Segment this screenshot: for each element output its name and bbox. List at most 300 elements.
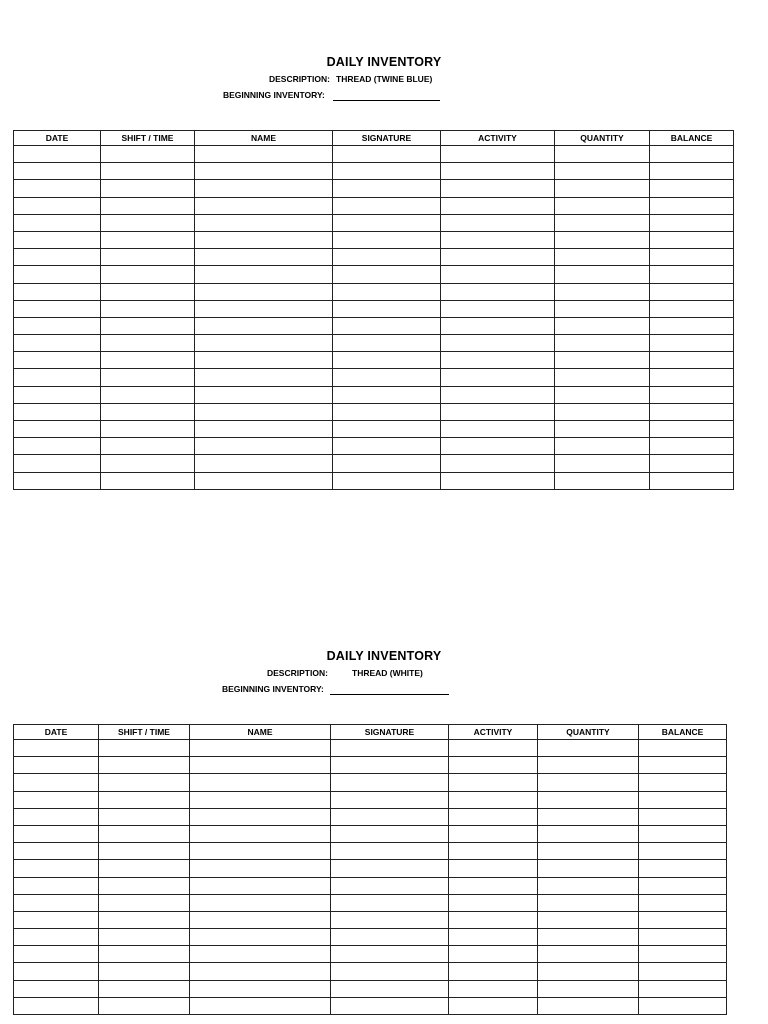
quantity-cell[interactable] xyxy=(555,214,650,231)
quantity-cell[interactable] xyxy=(555,352,650,369)
date-cell[interactable] xyxy=(14,774,99,791)
balance-cell[interactable] xyxy=(650,369,734,386)
balance-cell[interactable] xyxy=(650,317,734,334)
signature-cell[interactable] xyxy=(331,825,449,842)
quantity-cell[interactable] xyxy=(555,231,650,248)
table-row xyxy=(14,266,734,283)
shift-time-cell[interactable] xyxy=(99,740,190,757)
name-cell[interactable] xyxy=(190,980,331,997)
signature-cell[interactable] xyxy=(331,791,449,808)
table-row xyxy=(14,369,734,386)
balance-cell[interactable] xyxy=(650,352,734,369)
balance-cell[interactable] xyxy=(650,197,734,214)
name-cell[interactable] xyxy=(190,997,331,1014)
activity-cell[interactable] xyxy=(441,386,555,403)
column-header-date: DATE xyxy=(14,131,101,146)
quantity-cell[interactable] xyxy=(538,929,639,946)
date-cell[interactable] xyxy=(14,197,101,214)
form-title: DAILY INVENTORY xyxy=(326,55,442,69)
date-cell[interactable] xyxy=(14,997,99,1014)
shift-time-cell[interactable] xyxy=(99,808,190,825)
activity-cell[interactable] xyxy=(449,791,538,808)
beginning-inventory-field[interactable] xyxy=(333,100,440,101)
date-cell[interactable] xyxy=(14,825,99,842)
beginning-inventory-label: BEGINNING INVENTORY: xyxy=(223,90,325,100)
signature-cell[interactable] xyxy=(331,997,449,1014)
shift-time-cell[interactable] xyxy=(99,877,190,894)
activity-cell[interactable] xyxy=(441,335,555,352)
column-header-balance: BALANCE xyxy=(650,131,734,146)
activity-cell[interactable] xyxy=(441,146,555,163)
date-cell[interactable] xyxy=(14,860,99,877)
name-cell[interactable] xyxy=(190,740,331,757)
quantity-cell[interactable] xyxy=(538,946,639,963)
table-row xyxy=(14,757,727,774)
shift-time-cell[interactable] xyxy=(101,369,195,386)
signature-cell[interactable] xyxy=(333,386,441,403)
balance-cell[interactable] xyxy=(639,929,727,946)
shift-time-cell[interactable] xyxy=(101,283,195,300)
date-cell[interactable] xyxy=(14,369,101,386)
balance-cell[interactable] xyxy=(639,860,727,877)
activity-cell[interactable] xyxy=(449,843,538,860)
activity-cell[interactable] xyxy=(441,455,555,472)
column-header-balance: BALANCE xyxy=(639,725,727,740)
name-cell[interactable] xyxy=(190,929,331,946)
date-cell[interactable] xyxy=(14,283,101,300)
shift-time-cell[interactable] xyxy=(101,403,195,420)
date-cell[interactable] xyxy=(14,352,101,369)
balance-cell[interactable] xyxy=(639,825,727,842)
balance-cell[interactable] xyxy=(639,757,727,774)
name-cell[interactable] xyxy=(190,946,331,963)
table-header-row xyxy=(14,725,727,740)
name-cell[interactable] xyxy=(190,757,331,774)
quantity-cell[interactable] xyxy=(555,421,650,438)
table-row xyxy=(14,791,727,808)
date-cell[interactable] xyxy=(14,808,99,825)
signature-cell[interactable] xyxy=(333,249,441,266)
shift-time-cell[interactable] xyxy=(101,163,195,180)
quantity-cell[interactable] xyxy=(538,740,639,757)
table-row xyxy=(14,163,734,180)
quantity-cell[interactable] xyxy=(538,860,639,877)
date-cell[interactable] xyxy=(14,335,101,352)
shift-time-cell[interactable] xyxy=(99,843,190,860)
column-header-signature: SIGNATURE xyxy=(331,725,449,740)
shift-time-cell[interactable] xyxy=(99,997,190,1014)
shift-time-cell[interactable] xyxy=(101,231,195,248)
shift-time-cell[interactable] xyxy=(99,946,190,963)
date-cell[interactable] xyxy=(14,894,99,911)
name-cell[interactable] xyxy=(195,455,333,472)
signature-cell[interactable] xyxy=(331,877,449,894)
shift-time-cell[interactable] xyxy=(99,825,190,842)
signature-cell[interactable] xyxy=(333,146,441,163)
column-header-name: NAME xyxy=(190,725,331,740)
quantity-cell[interactable] xyxy=(538,808,639,825)
table-row xyxy=(14,808,727,825)
quantity-cell[interactable] xyxy=(538,911,639,928)
balance-cell[interactable] xyxy=(639,791,727,808)
quantity-cell[interactable] xyxy=(538,825,639,842)
activity-cell[interactable] xyxy=(441,421,555,438)
name-cell[interactable] xyxy=(195,438,333,455)
name-cell[interactable] xyxy=(190,843,331,860)
date-cell[interactable] xyxy=(14,249,101,266)
table-row xyxy=(14,911,727,928)
quantity-cell[interactable] xyxy=(555,283,650,300)
balance-cell[interactable] xyxy=(650,231,734,248)
activity-cell[interactable] xyxy=(449,894,538,911)
shift-time-cell[interactable] xyxy=(101,335,195,352)
quantity-cell[interactable] xyxy=(555,249,650,266)
table-row xyxy=(14,231,734,248)
balance-cell[interactable] xyxy=(639,997,727,1014)
balance-cell[interactable] xyxy=(639,963,727,980)
balance-cell[interactable] xyxy=(650,472,734,489)
activity-cell[interactable] xyxy=(441,180,555,197)
name-cell[interactable] xyxy=(195,214,333,231)
description-label: DESCRIPTION: xyxy=(267,668,328,678)
name-cell[interactable] xyxy=(195,352,333,369)
balance-cell[interactable] xyxy=(650,146,734,163)
activity-cell[interactable] xyxy=(441,197,555,214)
activity-cell[interactable] xyxy=(449,808,538,825)
quantity-cell[interactable] xyxy=(555,197,650,214)
name-cell[interactable] xyxy=(190,860,331,877)
activity-cell[interactable] xyxy=(449,963,538,980)
date-cell[interactable] xyxy=(14,231,101,248)
table-header-row xyxy=(14,131,734,146)
activity-cell[interactable] xyxy=(449,825,538,842)
quantity-cell[interactable] xyxy=(555,403,650,420)
balance-cell[interactable] xyxy=(650,421,734,438)
activity-cell[interactable] xyxy=(441,231,555,248)
balance-cell[interactable] xyxy=(639,911,727,928)
activity-cell[interactable] xyxy=(441,266,555,283)
shift-time-cell[interactable] xyxy=(101,300,195,317)
table-row xyxy=(14,929,727,946)
shift-time-cell[interactable] xyxy=(101,197,195,214)
signature-cell[interactable] xyxy=(331,911,449,928)
shift-time-cell[interactable] xyxy=(101,455,195,472)
balance-cell[interactable] xyxy=(650,403,734,420)
quantity-cell[interactable] xyxy=(538,774,639,791)
shift-time-cell[interactable] xyxy=(99,860,190,877)
name-cell[interactable] xyxy=(190,877,331,894)
signature-cell[interactable] xyxy=(333,300,441,317)
quantity-cell[interactable] xyxy=(555,163,650,180)
quantity-cell[interactable] xyxy=(555,266,650,283)
shift-time-cell[interactable] xyxy=(99,929,190,946)
date-cell[interactable] xyxy=(14,740,99,757)
name-cell[interactable] xyxy=(190,911,331,928)
balance-cell[interactable] xyxy=(650,214,734,231)
shift-time-cell[interactable] xyxy=(99,894,190,911)
table-row xyxy=(14,438,734,455)
signature-cell[interactable] xyxy=(333,197,441,214)
name-cell[interactable] xyxy=(195,317,333,334)
signature-cell[interactable] xyxy=(331,894,449,911)
activity-cell[interactable] xyxy=(449,911,538,928)
activity-cell[interactable] xyxy=(449,946,538,963)
activity-cell[interactable] xyxy=(441,300,555,317)
name-cell[interactable] xyxy=(195,472,333,489)
quantity-cell[interactable] xyxy=(538,843,639,860)
balance-cell[interactable] xyxy=(650,163,734,180)
shift-time-cell[interactable] xyxy=(99,911,190,928)
date-cell[interactable] xyxy=(14,472,101,489)
date-cell[interactable] xyxy=(14,403,101,420)
date-cell[interactable] xyxy=(14,146,101,163)
balance-cell[interactable] xyxy=(650,455,734,472)
table-row xyxy=(14,386,734,403)
quantity-cell[interactable] xyxy=(538,757,639,774)
table-row xyxy=(14,997,727,1014)
shift-time-cell[interactable] xyxy=(101,317,195,334)
table-row xyxy=(14,421,734,438)
activity-cell[interactable] xyxy=(441,214,555,231)
quantity-cell[interactable] xyxy=(555,180,650,197)
name-cell[interactable] xyxy=(190,894,331,911)
name-cell[interactable] xyxy=(195,335,333,352)
signature-cell[interactable] xyxy=(331,963,449,980)
activity-cell[interactable] xyxy=(449,740,538,757)
date-cell[interactable] xyxy=(14,386,101,403)
signature-cell[interactable] xyxy=(333,455,441,472)
shift-time-cell[interactable] xyxy=(101,472,195,489)
column-header-shift-time: SHIFT / TIME xyxy=(99,725,190,740)
table-row xyxy=(14,335,734,352)
name-cell[interactable] xyxy=(190,963,331,980)
date-cell[interactable] xyxy=(14,946,99,963)
quantity-cell[interactable] xyxy=(538,877,639,894)
signature-cell[interactable] xyxy=(331,860,449,877)
signature-cell[interactable] xyxy=(333,180,441,197)
name-cell[interactable] xyxy=(195,180,333,197)
activity-cell[interactable] xyxy=(441,163,555,180)
activity-cell[interactable] xyxy=(449,774,538,791)
name-cell[interactable] xyxy=(190,791,331,808)
name-cell[interactable] xyxy=(190,774,331,791)
signature-cell[interactable] xyxy=(333,214,441,231)
balance-cell[interactable] xyxy=(639,740,727,757)
balance-cell[interactable] xyxy=(639,877,727,894)
table-row xyxy=(14,300,734,317)
date-cell[interactable] xyxy=(14,843,99,860)
quantity-cell[interactable] xyxy=(555,335,650,352)
table-row xyxy=(14,472,734,489)
balance-cell[interactable] xyxy=(639,843,727,860)
description-label: DESCRIPTION: xyxy=(269,74,330,84)
name-cell[interactable] xyxy=(195,421,333,438)
name-cell[interactable] xyxy=(195,163,333,180)
signature-cell[interactable] xyxy=(331,740,449,757)
quantity-cell[interactable] xyxy=(538,963,639,980)
date-cell[interactable] xyxy=(14,266,101,283)
shift-time-cell[interactable] xyxy=(101,249,195,266)
beginning-inventory-field[interactable] xyxy=(330,694,449,695)
table-row xyxy=(14,455,734,472)
balance-cell[interactable] xyxy=(639,894,727,911)
quantity-cell[interactable] xyxy=(555,438,650,455)
activity-cell[interactable] xyxy=(441,438,555,455)
quantity-cell[interactable] xyxy=(538,980,639,997)
column-header-name: NAME xyxy=(195,131,333,146)
activity-cell[interactable] xyxy=(449,860,538,877)
name-cell[interactable] xyxy=(195,197,333,214)
signature-cell[interactable] xyxy=(331,757,449,774)
balance-cell[interactable] xyxy=(639,808,727,825)
signature-cell[interactable] xyxy=(333,403,441,420)
balance-cell[interactable] xyxy=(650,438,734,455)
name-cell[interactable] xyxy=(195,249,333,266)
activity-cell[interactable] xyxy=(449,877,538,894)
signature-cell[interactable] xyxy=(333,472,441,489)
date-cell[interactable] xyxy=(14,911,99,928)
shift-time-cell[interactable] xyxy=(101,266,195,283)
date-cell[interactable] xyxy=(14,757,99,774)
balance-cell[interactable] xyxy=(650,283,734,300)
signature-cell[interactable] xyxy=(333,231,441,248)
shift-time-cell[interactable] xyxy=(99,963,190,980)
date-cell[interactable] xyxy=(14,180,101,197)
shift-time-cell[interactable] xyxy=(99,791,190,808)
column-header-activity: ACTIVITY xyxy=(441,131,555,146)
description-value: THREAD (TWINE BLUE) xyxy=(336,74,433,84)
balance-cell[interactable] xyxy=(639,946,727,963)
shift-time-cell[interactable] xyxy=(101,438,195,455)
signature-cell[interactable] xyxy=(331,774,449,791)
date-cell[interactable] xyxy=(14,791,99,808)
inventory-table xyxy=(13,130,734,490)
activity-cell[interactable] xyxy=(441,249,555,266)
shift-time-cell[interactable] xyxy=(101,180,195,197)
table-body xyxy=(14,740,727,1015)
quantity-cell[interactable] xyxy=(555,300,650,317)
description-value: THREAD (WHITE) xyxy=(352,668,423,678)
date-cell[interactable] xyxy=(14,963,99,980)
quantity-cell[interactable] xyxy=(555,146,650,163)
shift-time-cell[interactable] xyxy=(99,774,190,791)
signature-cell[interactable] xyxy=(333,369,441,386)
name-cell[interactable] xyxy=(195,386,333,403)
signature-cell[interactable] xyxy=(333,352,441,369)
table-row xyxy=(14,980,727,997)
column-header-activity: ACTIVITY xyxy=(449,725,538,740)
quantity-cell[interactable] xyxy=(555,386,650,403)
balance-cell[interactable] xyxy=(639,980,727,997)
table-body xyxy=(14,146,734,490)
activity-cell[interactable] xyxy=(441,317,555,334)
balance-cell[interactable] xyxy=(650,300,734,317)
signature-cell[interactable] xyxy=(333,421,441,438)
activity-cell[interactable] xyxy=(449,980,538,997)
signature-cell[interactable] xyxy=(331,946,449,963)
quantity-cell[interactable] xyxy=(555,472,650,489)
quantity-cell[interactable] xyxy=(538,997,639,1014)
signature-cell[interactable] xyxy=(333,163,441,180)
quantity-cell[interactable] xyxy=(538,791,639,808)
date-cell[interactable] xyxy=(14,421,101,438)
balance-cell[interactable] xyxy=(650,180,734,197)
quantity-cell[interactable] xyxy=(555,369,650,386)
signature-cell[interactable] xyxy=(331,980,449,997)
shift-time-cell[interactable] xyxy=(101,352,195,369)
activity-cell[interactable] xyxy=(441,403,555,420)
quantity-cell[interactable] xyxy=(555,317,650,334)
activity-cell[interactable] xyxy=(449,929,538,946)
table-row xyxy=(14,894,727,911)
form-title: DAILY INVENTORY xyxy=(326,649,442,663)
date-cell[interactable] xyxy=(14,317,101,334)
date-cell[interactable] xyxy=(14,300,101,317)
balance-cell[interactable] xyxy=(650,386,734,403)
signature-cell[interactable] xyxy=(333,438,441,455)
name-cell[interactable] xyxy=(190,808,331,825)
name-cell[interactable] xyxy=(195,266,333,283)
signature-cell[interactable] xyxy=(333,283,441,300)
signature-cell[interactable] xyxy=(331,929,449,946)
name-cell[interactable] xyxy=(195,283,333,300)
signature-cell[interactable] xyxy=(333,317,441,334)
balance-cell[interactable] xyxy=(650,266,734,283)
date-cell[interactable] xyxy=(14,980,99,997)
signature-cell[interactable] xyxy=(333,266,441,283)
shift-time-cell[interactable] xyxy=(99,757,190,774)
quantity-cell[interactable] xyxy=(555,455,650,472)
table-row xyxy=(14,774,727,791)
column-header-quantity: QUANTITY xyxy=(555,131,650,146)
table-row xyxy=(14,860,727,877)
table-row xyxy=(14,249,734,266)
date-cell[interactable] xyxy=(14,929,99,946)
name-cell[interactable] xyxy=(195,403,333,420)
activity-cell[interactable] xyxy=(441,283,555,300)
activity-cell[interactable] xyxy=(441,369,555,386)
date-cell[interactable] xyxy=(14,438,101,455)
name-cell[interactable] xyxy=(195,146,333,163)
date-cell[interactable] xyxy=(14,163,101,180)
date-cell[interactable] xyxy=(14,455,101,472)
shift-time-cell[interactable] xyxy=(101,214,195,231)
name-cell[interactable] xyxy=(190,825,331,842)
shift-time-cell[interactable] xyxy=(101,146,195,163)
beginning-inventory-label: BEGINNING INVENTORY: xyxy=(222,684,324,694)
signature-cell[interactable] xyxy=(331,808,449,825)
balance-cell[interactable] xyxy=(650,335,734,352)
shift-time-cell[interactable] xyxy=(101,421,195,438)
signature-cell[interactable] xyxy=(333,335,441,352)
activity-cell[interactable] xyxy=(449,997,538,1014)
shift-time-cell[interactable] xyxy=(101,386,195,403)
quantity-cell[interactable] xyxy=(538,894,639,911)
date-cell[interactable] xyxy=(14,214,101,231)
name-cell[interactable] xyxy=(195,300,333,317)
activity-cell[interactable] xyxy=(449,757,538,774)
date-cell[interactable] xyxy=(14,877,99,894)
shift-time-cell[interactable] xyxy=(99,980,190,997)
balance-cell[interactable] xyxy=(650,249,734,266)
name-cell[interactable] xyxy=(195,369,333,386)
balance-cell[interactable] xyxy=(639,774,727,791)
activity-cell[interactable] xyxy=(441,472,555,489)
activity-cell[interactable] xyxy=(441,352,555,369)
signature-cell[interactable] xyxy=(331,843,449,860)
table-row xyxy=(14,825,727,842)
name-cell[interactable] xyxy=(195,231,333,248)
